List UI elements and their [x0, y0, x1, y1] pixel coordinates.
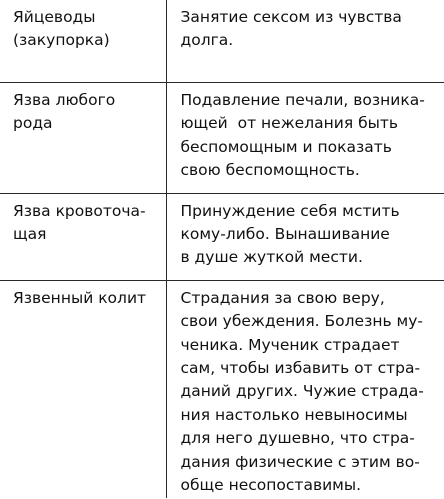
cause-line: долга.	[180, 31, 234, 50]
condition-line: Яйцеводы	[13, 8, 96, 26]
cause-line: дания физические с этим во-	[180, 452, 420, 471]
condition-line: (закупорка)	[13, 31, 110, 50]
cause-line: в душе жуткой мести.	[180, 248, 363, 267]
cause-line: обще несопоставимы.	[180, 476, 362, 495]
cause-cell	[166, 83, 444, 194]
table-row	[0, 0, 444, 83]
cause-line: Страдания за свою веру,	[180, 288, 385, 307]
cause-line: Принуждение себя мстить	[180, 201, 400, 220]
condition-line: щая	[13, 225, 47, 244]
cause-line: для него душевно, что стра-	[180, 429, 415, 448]
condition-cell	[0, 0, 166, 83]
condition-line: рода	[13, 114, 53, 133]
cause-cell	[166, 280, 444, 497]
condition-cell	[0, 280, 166, 497]
cause-line: сам, чтобы избавить от стра-	[180, 359, 421, 378]
cause-line: беспомощным и показать	[180, 137, 392, 156]
cause-line: ченика. Мученик страдает	[180, 335, 400, 354]
table-row	[0, 280, 444, 497]
cause-line: свои убеждения. Болезнь му-	[180, 312, 423, 331]
cause-cell	[166, 0, 444, 83]
cause-line: ния настолько невыносимы	[180, 405, 408, 424]
cause-line: ющей от нежелания быть	[180, 114, 399, 133]
cause-line: Занятие сексом из чувства	[180, 8, 402, 26]
cause-line: Подавление печали, возника-	[180, 91, 425, 109]
table-row	[0, 193, 444, 280]
cause-line: кому-либо. Вынашивание	[180, 225, 390, 244]
condition-line: Язва любого	[13, 91, 116, 109]
condition-cell	[0, 193, 166, 280]
condition-cell	[0, 83, 166, 194]
condition-line: Язвенный колит	[13, 288, 147, 307]
cause-cell	[166, 193, 444, 280]
table-row	[0, 83, 444, 194]
cause-line: даний других. Чужие страда-	[180, 382, 424, 401]
condition-line: Язва кровоточа-	[13, 201, 146, 220]
cause-line: свою беспомощность.	[180, 161, 360, 180]
